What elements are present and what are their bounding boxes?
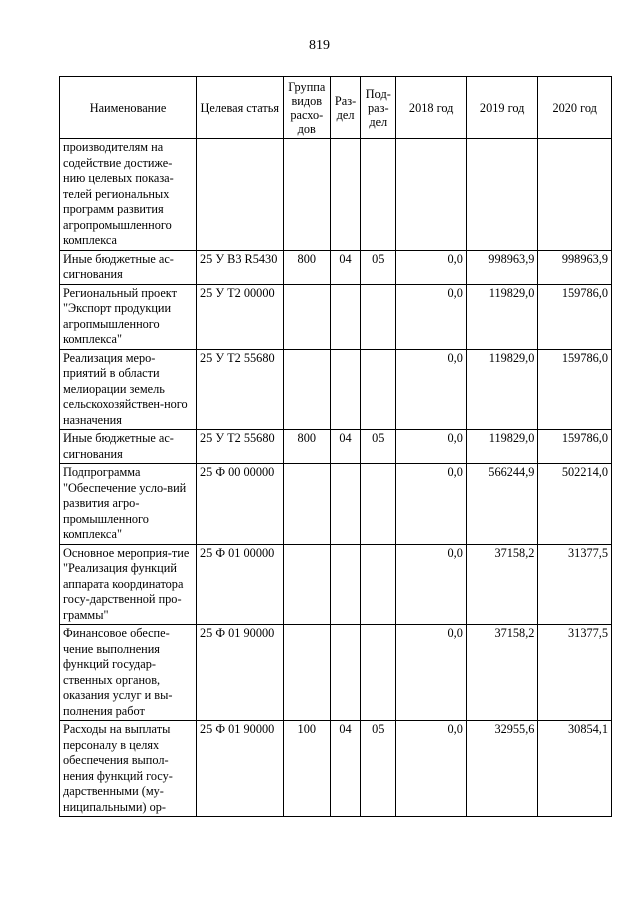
cell-year-2019: 998963,9 xyxy=(466,250,538,284)
cell-expense-group xyxy=(283,139,330,251)
cell-expense-group xyxy=(283,625,330,721)
cell-name: производителям на содействие достиже-нию целевых показа-телей региональных программ развития агропромышленного комплекса xyxy=(60,139,197,251)
table-row xyxy=(60,464,612,545)
cell-year-2020: 159786,0 xyxy=(538,349,612,430)
cell-section xyxy=(330,464,360,545)
header-section: Раз-дел xyxy=(330,77,360,139)
cell-year-2020: 998963,9 xyxy=(538,250,612,284)
table-row xyxy=(60,349,612,430)
cell-name: Реализация меро-приятий в области мелиорации земель сельскохозяйствен-ного назначения xyxy=(60,349,197,430)
cell-expense-group: 800 xyxy=(283,250,330,284)
cell-section: 04 xyxy=(330,721,360,817)
cell-name: Подпрограмма "Обеспечение усло-вий развития агро-промышленного комплекса" xyxy=(60,464,197,545)
cell-year-2018: 0,0 xyxy=(396,430,467,464)
cell-year-2019: 37158,2 xyxy=(466,625,538,721)
cell-target-article: 25 Ф 01 00000 xyxy=(196,544,283,625)
cell-target-article: 25 У Т2 55680 xyxy=(196,349,283,430)
cell-expense-group: 100 xyxy=(283,721,330,817)
cell-expense-group xyxy=(283,349,330,430)
cell-year-2018 xyxy=(396,139,467,251)
header-subsection: Под-раз-дел xyxy=(361,77,396,139)
table-row xyxy=(60,250,612,284)
table-row xyxy=(60,544,612,625)
cell-year-2020: 502214,0 xyxy=(538,464,612,545)
cell-year-2019: 119829,0 xyxy=(466,284,538,349)
cell-year-2019: 566244,9 xyxy=(466,464,538,545)
table-row xyxy=(60,625,612,721)
cell-section xyxy=(330,139,360,251)
cell-subsection xyxy=(361,464,396,545)
cell-subsection xyxy=(361,139,396,251)
cell-target-article: 25 У В3 R5430 xyxy=(196,250,283,284)
cell-year-2018: 0,0 xyxy=(396,625,467,721)
cell-year-2018: 0,0 xyxy=(396,349,467,430)
table-header-row xyxy=(60,77,612,139)
cell-target-article xyxy=(196,139,283,251)
cell-year-2019: 119829,0 xyxy=(466,349,538,430)
budget-table xyxy=(59,76,612,817)
cell-subsection xyxy=(361,284,396,349)
cell-year-2020: 31377,5 xyxy=(538,544,612,625)
cell-subsection: 05 xyxy=(361,250,396,284)
cell-year-2018: 0,0 xyxy=(396,464,467,545)
cell-section xyxy=(330,349,360,430)
cell-target-article: 25 У Т2 00000 xyxy=(196,284,283,349)
cell-section: 04 xyxy=(330,430,360,464)
cell-year-2020: 159786,0 xyxy=(538,430,612,464)
cell-section xyxy=(330,544,360,625)
cell-year-2020: 159786,0 xyxy=(538,284,612,349)
cell-year-2020: 30854,1 xyxy=(538,721,612,817)
header-expense-group: Группа видов расхо-дов xyxy=(283,77,330,139)
cell-name: Финансовое обеспе-чение выполнения функций государ-ственных органов, оказания услуг и вы-полнения работ xyxy=(60,625,197,721)
cell-expense-group xyxy=(283,544,330,625)
table-body xyxy=(60,139,612,817)
cell-section xyxy=(330,284,360,349)
cell-year-2019 xyxy=(466,139,538,251)
cell-year-2020 xyxy=(538,139,612,251)
cell-name: Иные бюджетные ас-сигнования xyxy=(60,250,197,284)
header-year-2020: 2020 год xyxy=(538,77,612,139)
cell-target-article: 25 Ф 01 90000 xyxy=(196,625,283,721)
cell-section: 04 xyxy=(330,250,360,284)
cell-subsection: 05 xyxy=(361,430,396,464)
cell-subsection: 05 xyxy=(361,721,396,817)
cell-year-2020: 31377,5 xyxy=(538,625,612,721)
cell-section xyxy=(330,625,360,721)
cell-year-2018: 0,0 xyxy=(396,284,467,349)
page-number: 819 xyxy=(309,38,330,53)
table-row xyxy=(60,139,612,251)
cell-expense-group xyxy=(283,464,330,545)
header-year-2019: 2019 год xyxy=(466,77,538,139)
cell-name: Расходы на выплаты персоналу в целях обеспечения выпол-нения функций госу-дарственными (му-ниципальными) ор- xyxy=(60,721,197,817)
cell-subsection xyxy=(361,625,396,721)
cell-year-2019: 119829,0 xyxy=(466,430,538,464)
table-row xyxy=(60,430,612,464)
cell-expense-group: 800 xyxy=(283,430,330,464)
table-row xyxy=(60,721,612,817)
cell-target-article: 25 Ф 01 90000 xyxy=(196,721,283,817)
cell-name: Региональный проект "Экспорт продукции агропмышленного комплекса" xyxy=(60,284,197,349)
header-year-2018: 2018 год xyxy=(396,77,467,139)
cell-subsection xyxy=(361,349,396,430)
cell-year-2018: 0,0 xyxy=(396,250,467,284)
cell-subsection xyxy=(361,544,396,625)
cell-year-2019: 37158,2 xyxy=(466,544,538,625)
header-name: Наименование xyxy=(60,77,197,139)
cell-year-2018: 0,0 xyxy=(396,544,467,625)
cell-target-article: 25 У Т2 55680 xyxy=(196,430,283,464)
header-target-article: Целевая статья xyxy=(196,77,283,139)
cell-name: Основное мероприя-тие "Реализация функций аппарата координатора госу-дарственной про-граммы" xyxy=(60,544,197,625)
cell-target-article: 25 Ф 00 00000 xyxy=(196,464,283,545)
cell-expense-group xyxy=(283,284,330,349)
cell-year-2019: 32955,6 xyxy=(466,721,538,817)
cell-name: Иные бюджетные ас-сигнования xyxy=(60,430,197,464)
cell-year-2018: 0,0 xyxy=(396,721,467,817)
table-row xyxy=(60,284,612,349)
